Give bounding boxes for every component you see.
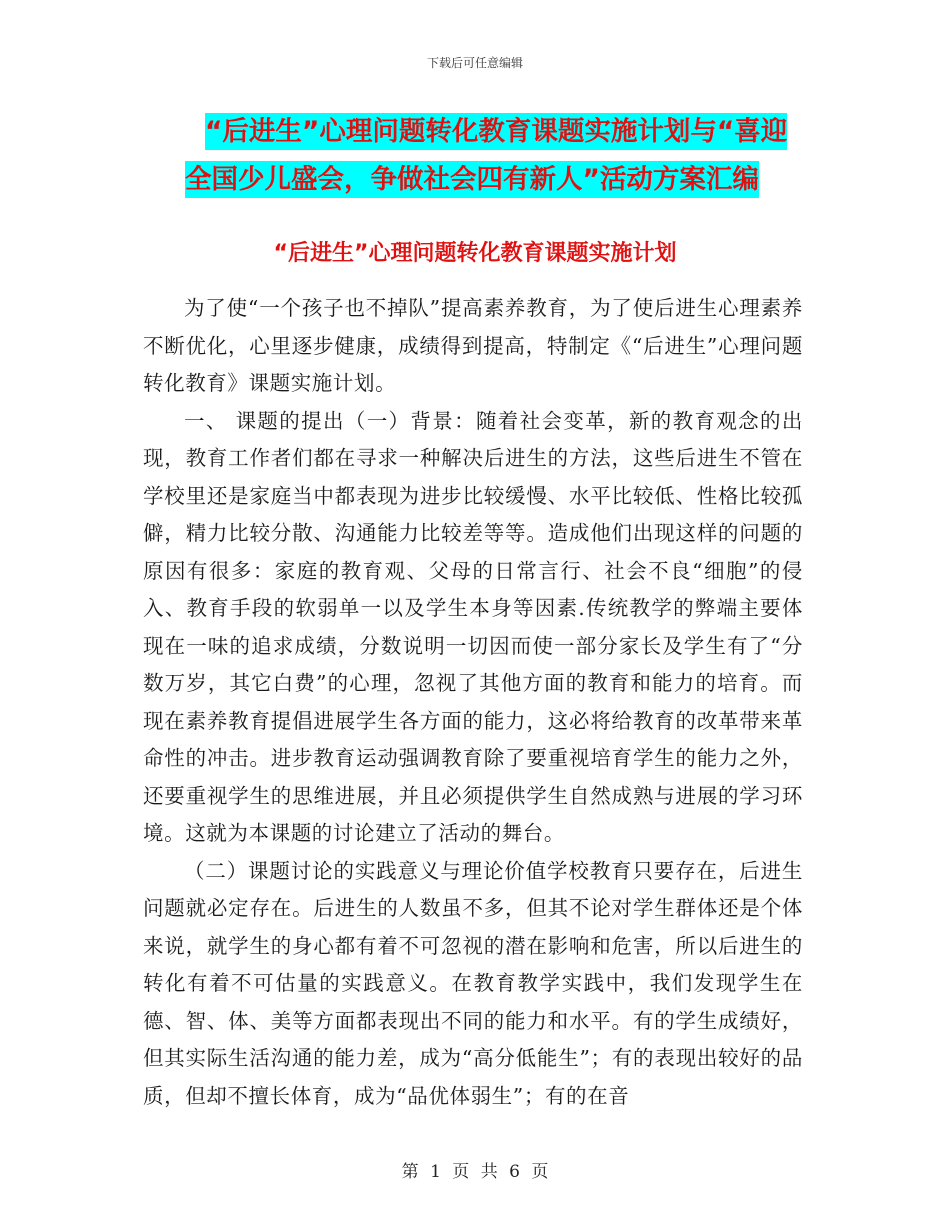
header-note: 下载后可任意编辑 — [426, 56, 523, 70]
page-number-footer: 第 1 页 共 6 页 — [401, 1162, 549, 1182]
section-title: “后进生”心理问题转化教育课题实施计划 — [273, 241, 677, 266]
paragraph-significance: （二）课题讨论的实践意义与理论价值学校教育只要存在，后进生问题就必定存在。后进生的人数虽不多，但其不论对学生群体还是个体来说，就学生的身心都有着不可忽视的潜在影响和危害，所以后进生的转化有着不可估量的实践意义。在教育教学实践中，我们发现学生在德、智、体、美等方面都表现出不同的能力和水平。有的学生成绩好，但其实际生活沟通的能力差，成为“高分低能生”；有的表现出较好的品质，但却不擅长体育，成为“品优体弱生”；有的在音 — [143, 858, 803, 1108]
main-title-line-2: 全国少儿盛会，争做社会四有新人”活动方案汇编 — [185, 161, 759, 198]
document-main-title — [185, 108, 815, 204]
paragraph-intro: 为了使“一个孩子也不掉队”提高素养教育，为了使后进生心理素养不断优化，心里逐步健康，成绩得到提高，特制定《“后进生”心理问题转化教育》课题实施计划。 — [143, 296, 803, 395]
document-body — [143, 290, 803, 1115]
main-title-line-1: “后进生”心理问题转化教育课题实施计划与“喜迎 — [205, 113, 787, 150]
paragraph-background: 一、 课题的提出（一）背景：随着社会变革，新的教育观念的出现，教育工作者们都在寻求一种解决后进生的方法，这些后进生不管在学校里还是家庭当中都表现为进步比较缓慢、水平比较低、性格比较孤僻，精力比较分散、沟通能力比较差等等。造成他们出现这样的问题的原因有很多：家庭的教育观、父母的日常言行、社会不良“细胞”的侵入、教育手段的软弱单一以及学生本身等因素.传统教学的弊端主要体现在一味的追求成绩，分数说明一切因而使一部分家长及学生有了“分数万岁，其它白费”的心理，忽视了其他方面的教育和能力的培育。而现在素养教育提倡进展学生各方面的能力，这必将给教育的改革带来革命性的冲击。进步教育运动强调教育除了要重视培育学生的能力之外，还要重视学生的思维进展，并且必须提供学生自然成熟与进展的学习环境。这就为本课题的讨论建立了活动的舞台。 — [143, 408, 803, 845]
